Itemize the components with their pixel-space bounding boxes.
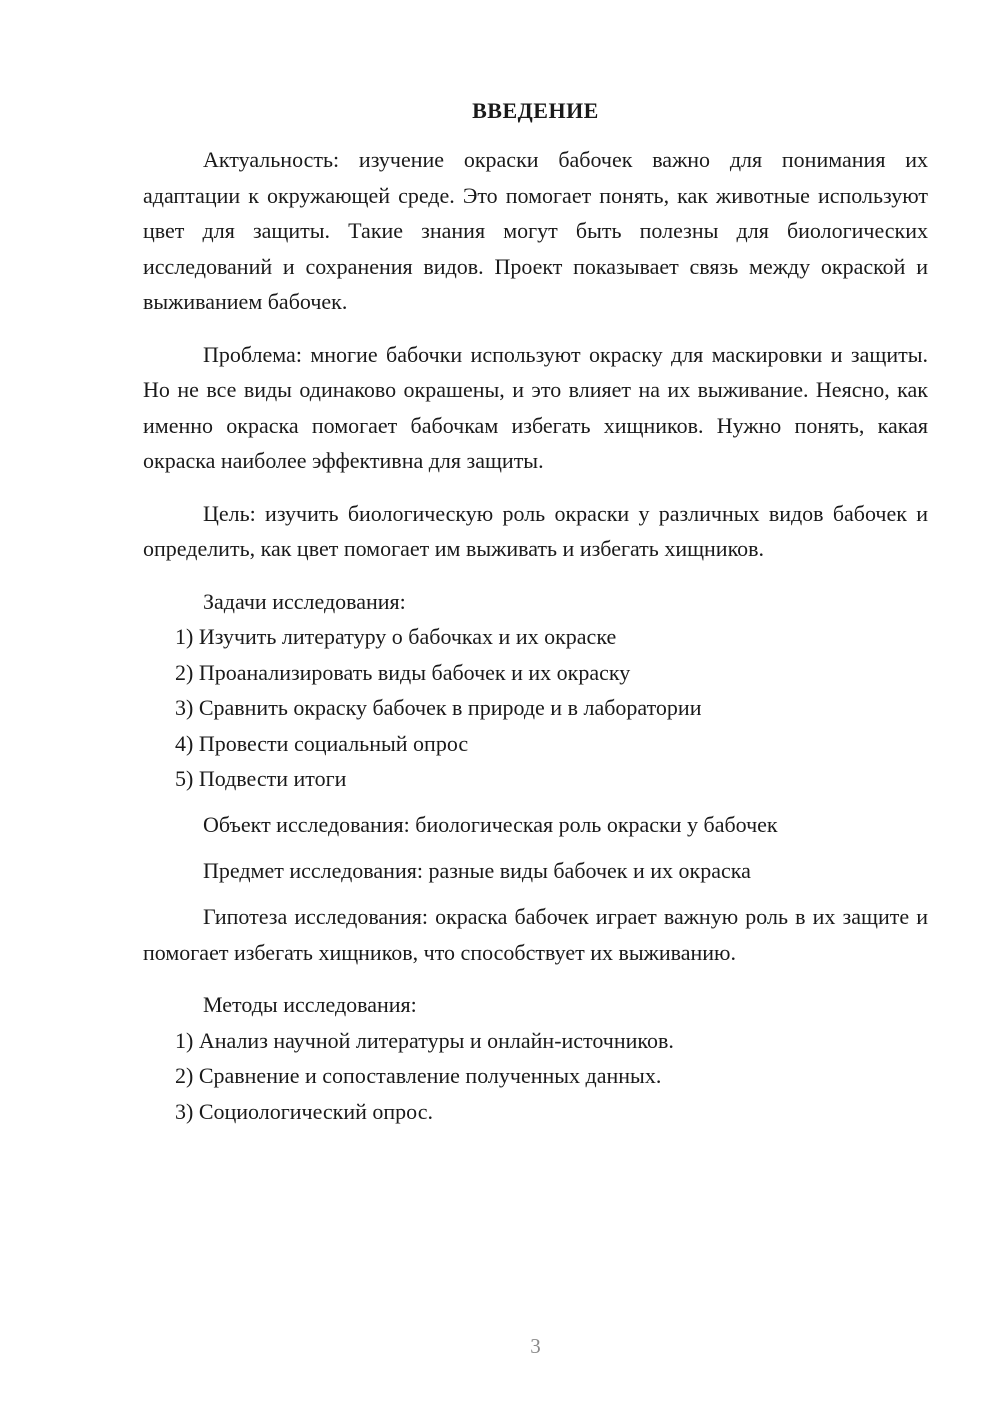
- task-item: 1) Изучить литературу о бабочках и их окраске: [175, 624, 617, 649]
- method-item: 1) Анализ научной литературы и онлайн-источников.: [175, 1027, 674, 1053]
- task-item: 3) Сравнить окраску бабочек в природе и в лаборатории: [175, 695, 702, 720]
- tasks-list: [143, 619, 928, 797]
- body-text: [143, 142, 928, 1129]
- page-title: ВВЕДЕНИЕ: [472, 98, 599, 123]
- method-item: 3) Социологический опрос.: [175, 1098, 433, 1124]
- page-number: 3: [530, 1334, 541, 1358]
- method-item: 2) Сравнение и сопоставление полученных данных.: [175, 1063, 662, 1088]
- task-item: 4) Провести социальный опрос: [175, 730, 469, 756]
- task-item: 5) Подвести итоги: [175, 766, 347, 791]
- problem-paragraph: Проблема: многие бабочки используют окраску для маскировки и защиты. Но не все виды одинаково окрашены, и это влияет на их выживание. Неясно, как именно окраска помогает бабочкам избегать хищников. Нужно понять, какая окраска наиболее эффективна для защиты.: [143, 341, 928, 473]
- methods-heading: Методы исследования:: [203, 992, 417, 1017]
- tasks-heading: Задачи исследования:: [203, 588, 406, 614]
- relevance-paragraph: Актуальность: изучение окраски бабочек важно для понимания их адаптации к окружающей среде. Это помогает понять, как животные используют цвет для защиты. Такие знания могут быть полезны для биологических исследований и сохранения видов. Проект показывает связь между окраской и выживанием бабочек.: [143, 147, 928, 314]
- object-paragraph: Объект исследования: биологическая роль окраски у бабочек: [203, 812, 778, 837]
- hypothesis-paragraph: Гипотеза исследования: окраска бабочек играет важную роль в их защите и помогает избегать хищников, что способствует их выживанию.: [143, 904, 928, 965]
- subject-paragraph: Предмет исследования: разные виды бабочек и их окраска: [203, 858, 751, 883]
- goal-paragraph: Цель: изучить биологическую роль окраски у различных видов бабочек и определить, как цвет помогает им выживать и избегать хищников.: [143, 500, 928, 561]
- methods-list: [143, 1023, 928, 1130]
- task-item: 2) Проанализировать виды бабочек и их окраску: [175, 659, 631, 685]
